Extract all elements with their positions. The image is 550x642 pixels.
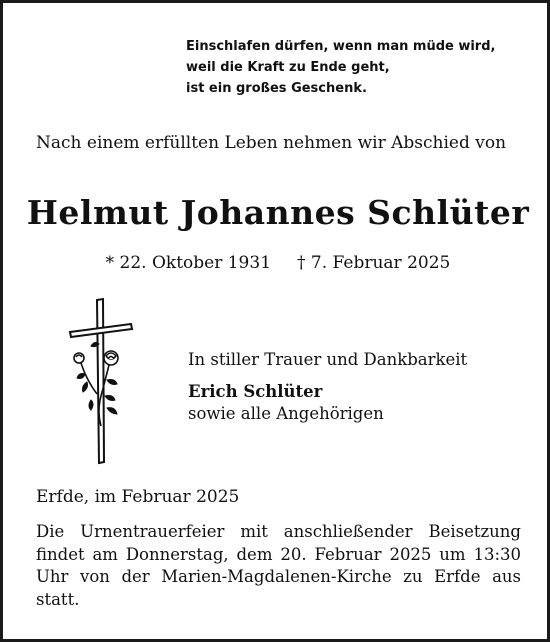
motto-line: ist ein großes Geschenk. [186,81,367,96]
service-line: Die Urnentrauerfeier mit anschließender Beisetzung [36,522,521,541]
service-line: statt. [36,589,80,609]
mourners-others: sowie alle Angehörigen [188,404,384,423]
service-line: Uhr von der Marien-Magdalenen-Kirche zu Erfde aus [36,567,521,586]
mourning-phrase: In stiller Trauer und Dankbarkeit [188,350,468,369]
service-announcement [36,521,521,611]
birth-date: * 22. Oktober 1931 [105,253,272,273]
life-dates [3,253,550,273]
intro-text: Nach einem erfüllten Leben nehmen wir Abschied von [36,133,507,153]
cross-with-rose-icon [61,296,141,466]
motto [186,36,516,99]
place-date: Erfde, im Februar 2025 [36,487,240,507]
death-date: † 7. Februar 2025 [297,253,451,273]
service-line: findet am Donnerstag, dem 20. Februar 2025 um 13:30 [36,544,521,564]
motto-line: weil die Kraft zu Ende geht, [186,60,390,75]
mourner-name: Erich Schlüter [188,382,323,401]
deceased-name: Helmut Johannes Schlüter [26,193,530,232]
motto-line: Einschlafen dürfen, wenn man müde wird, [186,39,496,54]
mourners-block [188,347,518,427]
